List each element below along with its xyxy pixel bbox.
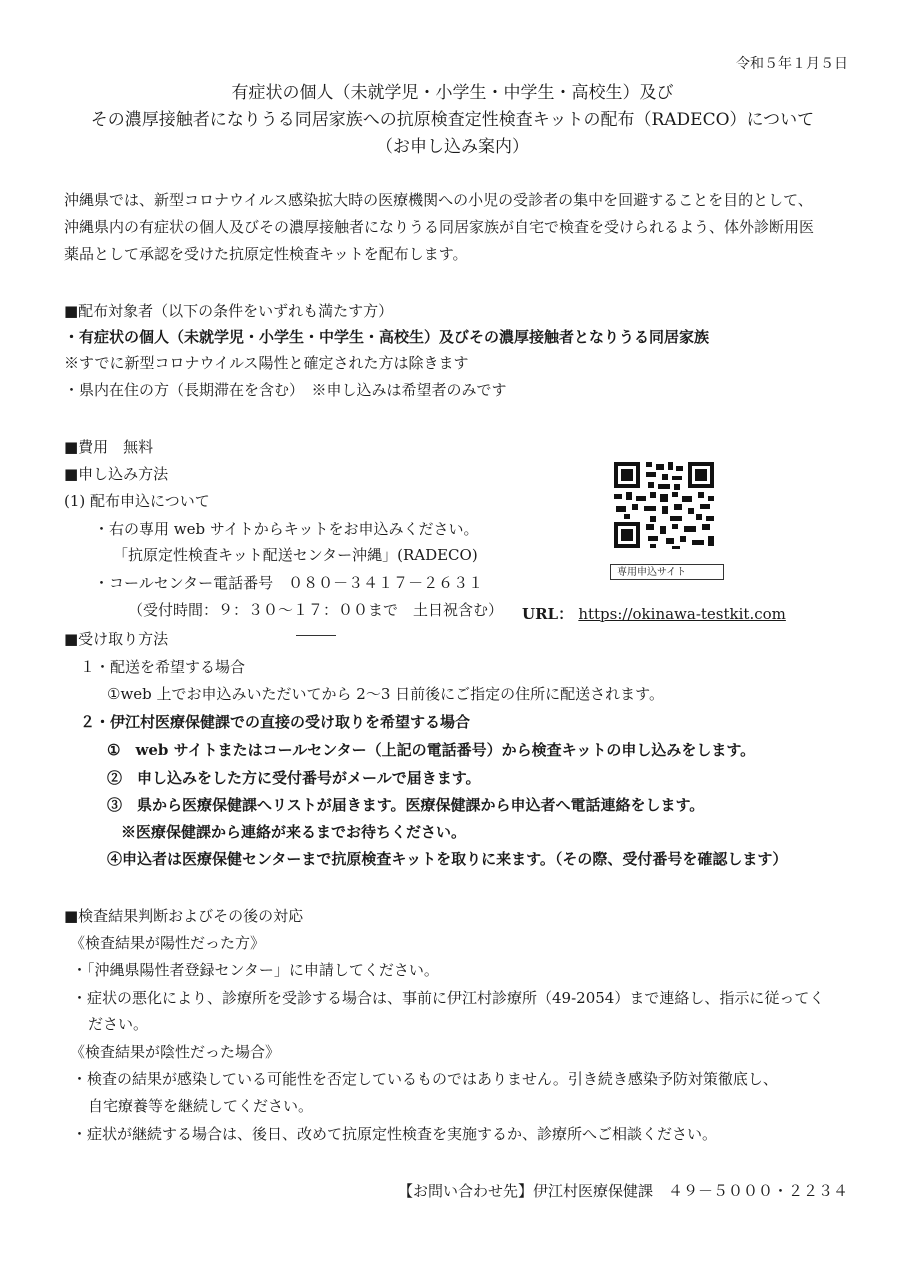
receive-step-4: ④申込者は医療保健センターまで抗原検査キットを取りに来ます。（その際、受付番号を確認します） bbox=[107, 850, 788, 868]
receive-step-1: ① web サイトまたはコールセンター（上記の電話番号）から検査キットの申し込みをします。 bbox=[107, 741, 756, 759]
negative-item-2: ・症状が継続する場合は、後日、改めて抗原定性検査を実施するか、診療所へご相談ください。 bbox=[72, 1125, 718, 1143]
positive-heading: 《検査結果が陽性だった方》 bbox=[70, 934, 266, 952]
url-line bbox=[522, 603, 786, 624]
receive-option-1: １・配送を希望する場合 bbox=[80, 658, 246, 676]
negative-item-1a: ・検査の結果が感染している可能性を否定しているものではありません。引き続き感染予防対策徹底し、 bbox=[72, 1070, 778, 1088]
url-label: URL： bbox=[522, 605, 574, 623]
qr-code-graphic bbox=[610, 460, 718, 550]
divider-mark bbox=[296, 635, 336, 636]
receive-heading: ■受け取り方法 bbox=[64, 630, 169, 648]
target-heading: ■配布対象者（以下の条件をいずれも満たす方） bbox=[64, 302, 394, 320]
target-item-2: ・県内在住の方（長期滞在を含む） ※申し込みは希望者のみです bbox=[64, 381, 507, 399]
title-line-1: 有症状の個人（未就学児・小学生・中学生・高校生）及び bbox=[231, 83, 674, 103]
qr-caption: 専用申込サイト bbox=[610, 564, 724, 580]
negative-heading: 《検査結果が陰性だった場合》 bbox=[70, 1043, 281, 1061]
target-item-1: ・有症状の個人（未就学児・小学生・中学生・高校生）及びその濃厚接触者となりうる同居家族 bbox=[64, 328, 710, 346]
negative-item-1b: 自宅療養等を継続してください。 bbox=[88, 1097, 314, 1115]
positive-item-2a: ・症状の悪化により、診療所を受診する場合は、事前に伊江村診療所（49-2054）まで連絡し、指示に従ってく bbox=[72, 989, 825, 1007]
title-line-2: その濃厚接触者になりうる同居家族への抗原検査定性検査キットの配布（RADECO）について bbox=[90, 110, 815, 130]
positive-item-2b: ださい。 bbox=[88, 1015, 149, 1033]
intro-line-2: 沖縄県内の有症状の個人及びその濃厚接触者になりうる同居家族が自宅で検査を受けられるよう、体外診断用医 bbox=[64, 218, 815, 236]
intro-line-3: 薬品として承認を受けた抗原定性検査キットを配布します。 bbox=[64, 245, 468, 263]
website-link[interactable]: https://okinawa-testkit.com bbox=[578, 605, 786, 623]
title-line-3: （お申し込み案内） bbox=[376, 137, 529, 157]
positive-item-1: ・「沖縄県陽性者登録センター」に申請してください。 bbox=[72, 961, 439, 979]
receive-option-2: ２・伊江村医療保健課での直接の受け取りを希望する場合 bbox=[80, 713, 471, 731]
receive-step-3: ③ 県から医療保健課へリストが届きます。医療保健課から申込者へ電話連絡をします。 bbox=[107, 796, 705, 814]
apply-heading: ■申し込み方法 bbox=[64, 465, 169, 483]
qr-code[interactable] bbox=[610, 460, 718, 550]
apply-web-line: ・右の専用 web サイトからキットをお申込みください。 bbox=[94, 520, 479, 538]
apply-call-number: ・コールセンター電話番号 ０８０－３４１７－２６３１ bbox=[94, 574, 484, 592]
apply-sub-1: (1) 配布申込について bbox=[64, 492, 210, 510]
results-heading: ■検査結果判断およびその後の対応 bbox=[64, 907, 304, 925]
intro-line-1: 沖縄県では、新型コロナウイルス感染拡大時の医療機関への小児の受診者の集中を回避することを目的として、 bbox=[64, 191, 813, 209]
receive-step-3-note: ※医療保健課から連絡が来るまでお待ちください。 bbox=[121, 823, 467, 841]
apply-hours: （受付時間：９：３０～１７：００まで 土日祝含む） bbox=[128, 601, 504, 619]
receive-step-2: ② 申し込みをした方に受付番号がメールで届きます。 bbox=[107, 769, 481, 787]
cost-heading: ■費用 無料 bbox=[64, 438, 154, 456]
target-note-1: ※すでに新型コロナウイルス陽性と確定された方は除きます bbox=[64, 354, 469, 372]
contact-info: 【お問い合わせ先】伊江村医療保健課 ４９－５０００・２２３４ bbox=[397, 1182, 848, 1200]
document-date: 令和５年１月５日 bbox=[736, 56, 848, 72]
receive-option-1-step: ①web 上でお申込みいただいてから 2～3 日前後にご指定の住所に配送されます。 bbox=[107, 685, 664, 703]
apply-center-name: 「抗原定性検査キット配送センター沖縄」(RADECO) bbox=[113, 546, 478, 564]
